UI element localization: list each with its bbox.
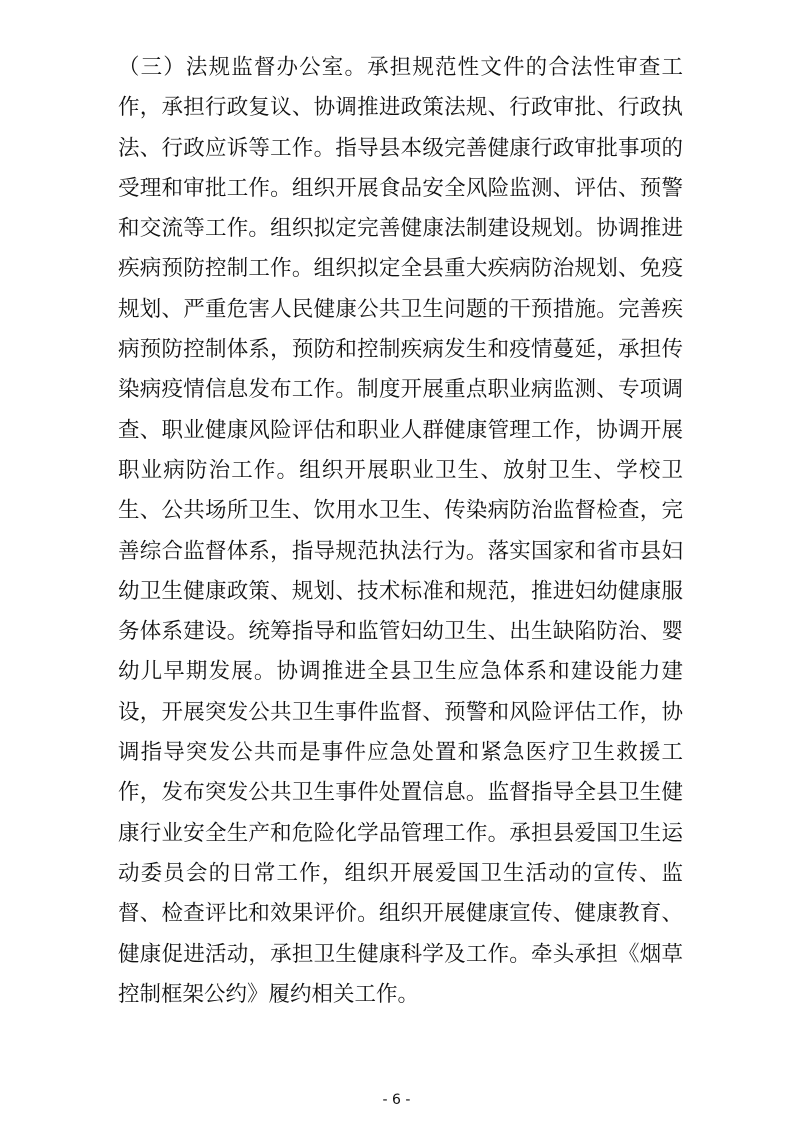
paragraph-line: 规划、严重危害人民健康公共卫生问题的干预措施。完善疾: [118, 296, 683, 322]
paragraph-line: 法、行政应诉等工作。指导县本级完善健康行政审批事项的: [118, 135, 683, 161]
paragraph-line: 查、职业健康风险评估和职业人群健康管理工作，协调开展: [118, 417, 683, 443]
paragraph-line: 和交流等工作。组织拟定完善健康法制建设规划。协调推进: [118, 216, 683, 242]
paragraph-line: 受理和审批工作。组织开展食品安全风险监测、评估、预警: [118, 175, 683, 201]
paragraph-line: 设，开展突发公共卫生事件监督、预警和风险评估工作，协: [118, 699, 683, 725]
page-number: - 6 -: [382, 1092, 411, 1108]
paragraph-line: 幼卫生健康政策、规划、技术标准和规范，推进妇幼健康服: [118, 578, 683, 604]
paragraph-line: 善综合监督体系，指导规范执法行为。落实国家和省市县妇: [118, 538, 683, 564]
paragraph-line: 作，承担行政复议、协调推进政策法规、行政审批、行政执: [118, 95, 683, 121]
paragraph-line: 生、公共场所卫生、饮用水卫生、传染病防治监督检查，完: [118, 498, 683, 524]
paragraph-line: 控制框架公约》履约相关工作。: [118, 981, 420, 1007]
paragraph-line: 动委员会的日常工作，组织开展爱国卫生活动的宣传、监: [118, 860, 683, 886]
paragraph-line: 调指导突发公共而是事件应急处置和紧急医疗卫生救援工: [118, 740, 683, 766]
paragraph-line: 染病疫情信息发布工作。制度开展重点职业病监测、专项调: [118, 377, 683, 403]
paragraph-line: 督、检查评比和效果评价。组织开展健康宣传、健康教育、: [118, 901, 683, 927]
paragraph-line: 疾病预防控制工作。组织拟定全县重大疾病防治规划、免疫: [118, 256, 683, 282]
paragraph-line: 康行业安全生产和危险化学品管理工作。承担县爱国卫生运: [118, 820, 683, 846]
paragraph-line: （三）法规监督办公室。承担规范性文件的合法性审查工: [118, 55, 683, 80]
paragraph-line: 病预防控制体系，预防和控制疾病发生和疫情蔓延，承担传: [118, 337, 683, 363]
body-paragraph: [118, 48, 683, 1015]
paragraph-line: 务体系建设。统筹指导和监管妇幼卫生、出生缺陷防治、婴: [118, 619, 683, 645]
paragraph-line: 作，发布突发公共卫生事件处置信息。监督指导全县卫生健: [118, 780, 683, 806]
paragraph-line: 职业病防治工作。组织开展职业卫生、放射卫生、学校卫: [118, 457, 683, 483]
paragraph-line: 幼儿早期发展。协调推进全县卫生应急体系和建设能力建: [118, 659, 683, 685]
paragraph-line: 健康促进活动，承担卫生健康科学及工作。牵头承担《烟草: [118, 941, 683, 967]
